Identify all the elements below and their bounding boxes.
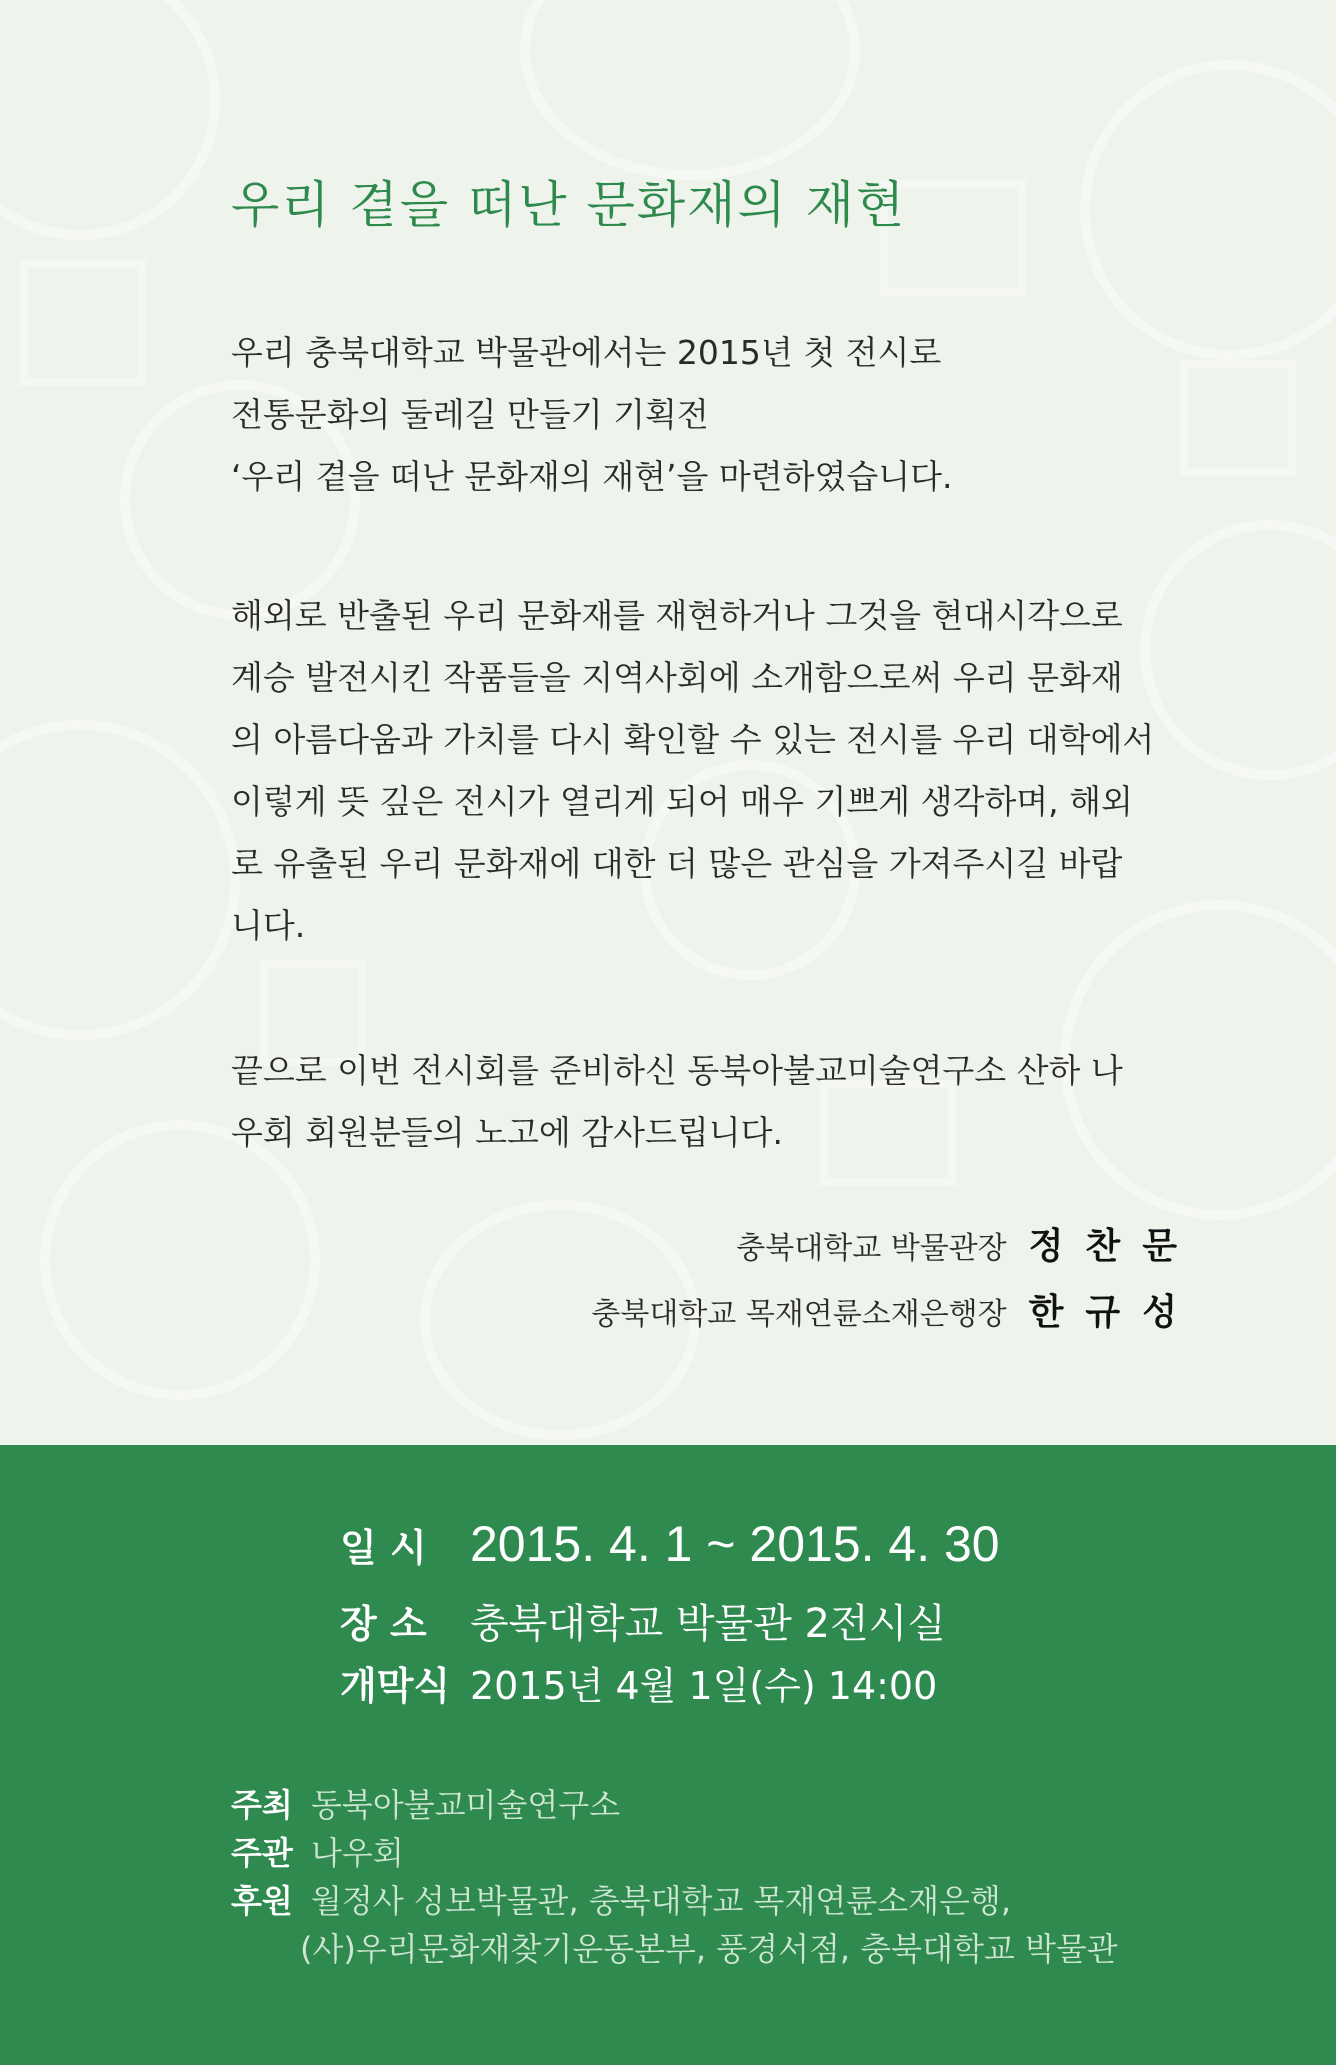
- signature-museum-director: [736, 1218, 1183, 1269]
- credit-organizer: [231, 1828, 404, 1874]
- place-label: 장 소: [340, 1602, 427, 1646]
- thanks-line: 우회 회원분들의 노고에 감사드립니다.: [231, 1113, 784, 1152]
- signature-role: 충북대학교 박물관장: [736, 1231, 1007, 1266]
- credit-sponsor: [231, 1876, 1011, 1922]
- credit-sponsor-continued: [300, 1924, 1118, 1970]
- signature-role: 충북대학교 목재연륜소재은행장: [591, 1297, 1007, 1332]
- body-line: 계승 발전시킨 작품들을 지역사회에 소개함으로써 우리 문화재: [231, 658, 1123, 697]
- intro-paragraph: [231, 322, 1191, 508]
- sponsor-value-continued: (사)우리문화재찾기운동본부, 풍경서점, 충북대학교 박물관: [300, 1930, 1118, 1968]
- credit-host: [231, 1780, 620, 1826]
- body-paragraph: [231, 585, 1191, 957]
- body-line: 해외로 반출된 우리 문화재를 재현하거나 그것을 현대시각으로: [231, 596, 1123, 635]
- body-line: 이렇게 뜻 깊은 전시가 열리게 되어 매우 기쁘게 생각하며, 해외: [231, 782, 1133, 821]
- sponsor-label: 후원: [231, 1882, 293, 1920]
- organizer-value: 나우회: [311, 1834, 404, 1872]
- host-label: 주최: [231, 1786, 293, 1824]
- body-line: 로 유출된 우리 문화재에 대한 더 많은 관심을 가져주시길 바랍: [231, 844, 1123, 883]
- body-line: 의 아름다움과 가치를 다시 확인할 수 있는 전시를 우리 대학에서: [231, 720, 1155, 759]
- exhibition-title: 우리 곁을 떠난 문화재의 재현: [231, 176, 907, 234]
- host-value: 동북아불교미술연구소: [311, 1786, 621, 1824]
- intro-line: ‘우리 곁을 떠난 문화재의 재현’을 마련하였습니다.: [231, 457, 953, 496]
- place-value: 충북대학교 박물관 2전시실: [470, 1601, 946, 1647]
- date-label: 일 시: [340, 1526, 427, 1570]
- signature-wood-bank-director: [591, 1284, 1183, 1335]
- signature-name: 한 규 성: [1028, 1291, 1183, 1332]
- info-place-row: [340, 1592, 946, 1649]
- opening-value: 2015년 4월 1일(수) 14:00: [470, 1664, 938, 1708]
- organizer-label: 주관: [231, 1834, 293, 1872]
- signature-name: 정 찬 문: [1028, 1225, 1183, 1266]
- info-date-row: [340, 1515, 1000, 1573]
- date-value: 2015. 4. 1 ~ 2015. 4. 30: [470, 1516, 1000, 1572]
- info-opening-row: [340, 1655, 937, 1710]
- body-line: 니다.: [231, 906, 306, 945]
- intro-line: 우리 충북대학교 박물관에서는 2015년 첫 전시로: [231, 333, 942, 372]
- opening-label: 개막식: [340, 1664, 451, 1708]
- sponsor-value: 월정사 성보박물관, 충북대학교 목재연륜소재은행,: [311, 1882, 1012, 1920]
- thanks-line: 끝으로 이번 전시회를 준비하신 동북아불교미술연구소 산하 나: [231, 1051, 1123, 1090]
- intro-line: 전통문화의 둘레길 만들기 기획전: [231, 395, 709, 434]
- thanks-paragraph: [231, 1040, 1191, 1164]
